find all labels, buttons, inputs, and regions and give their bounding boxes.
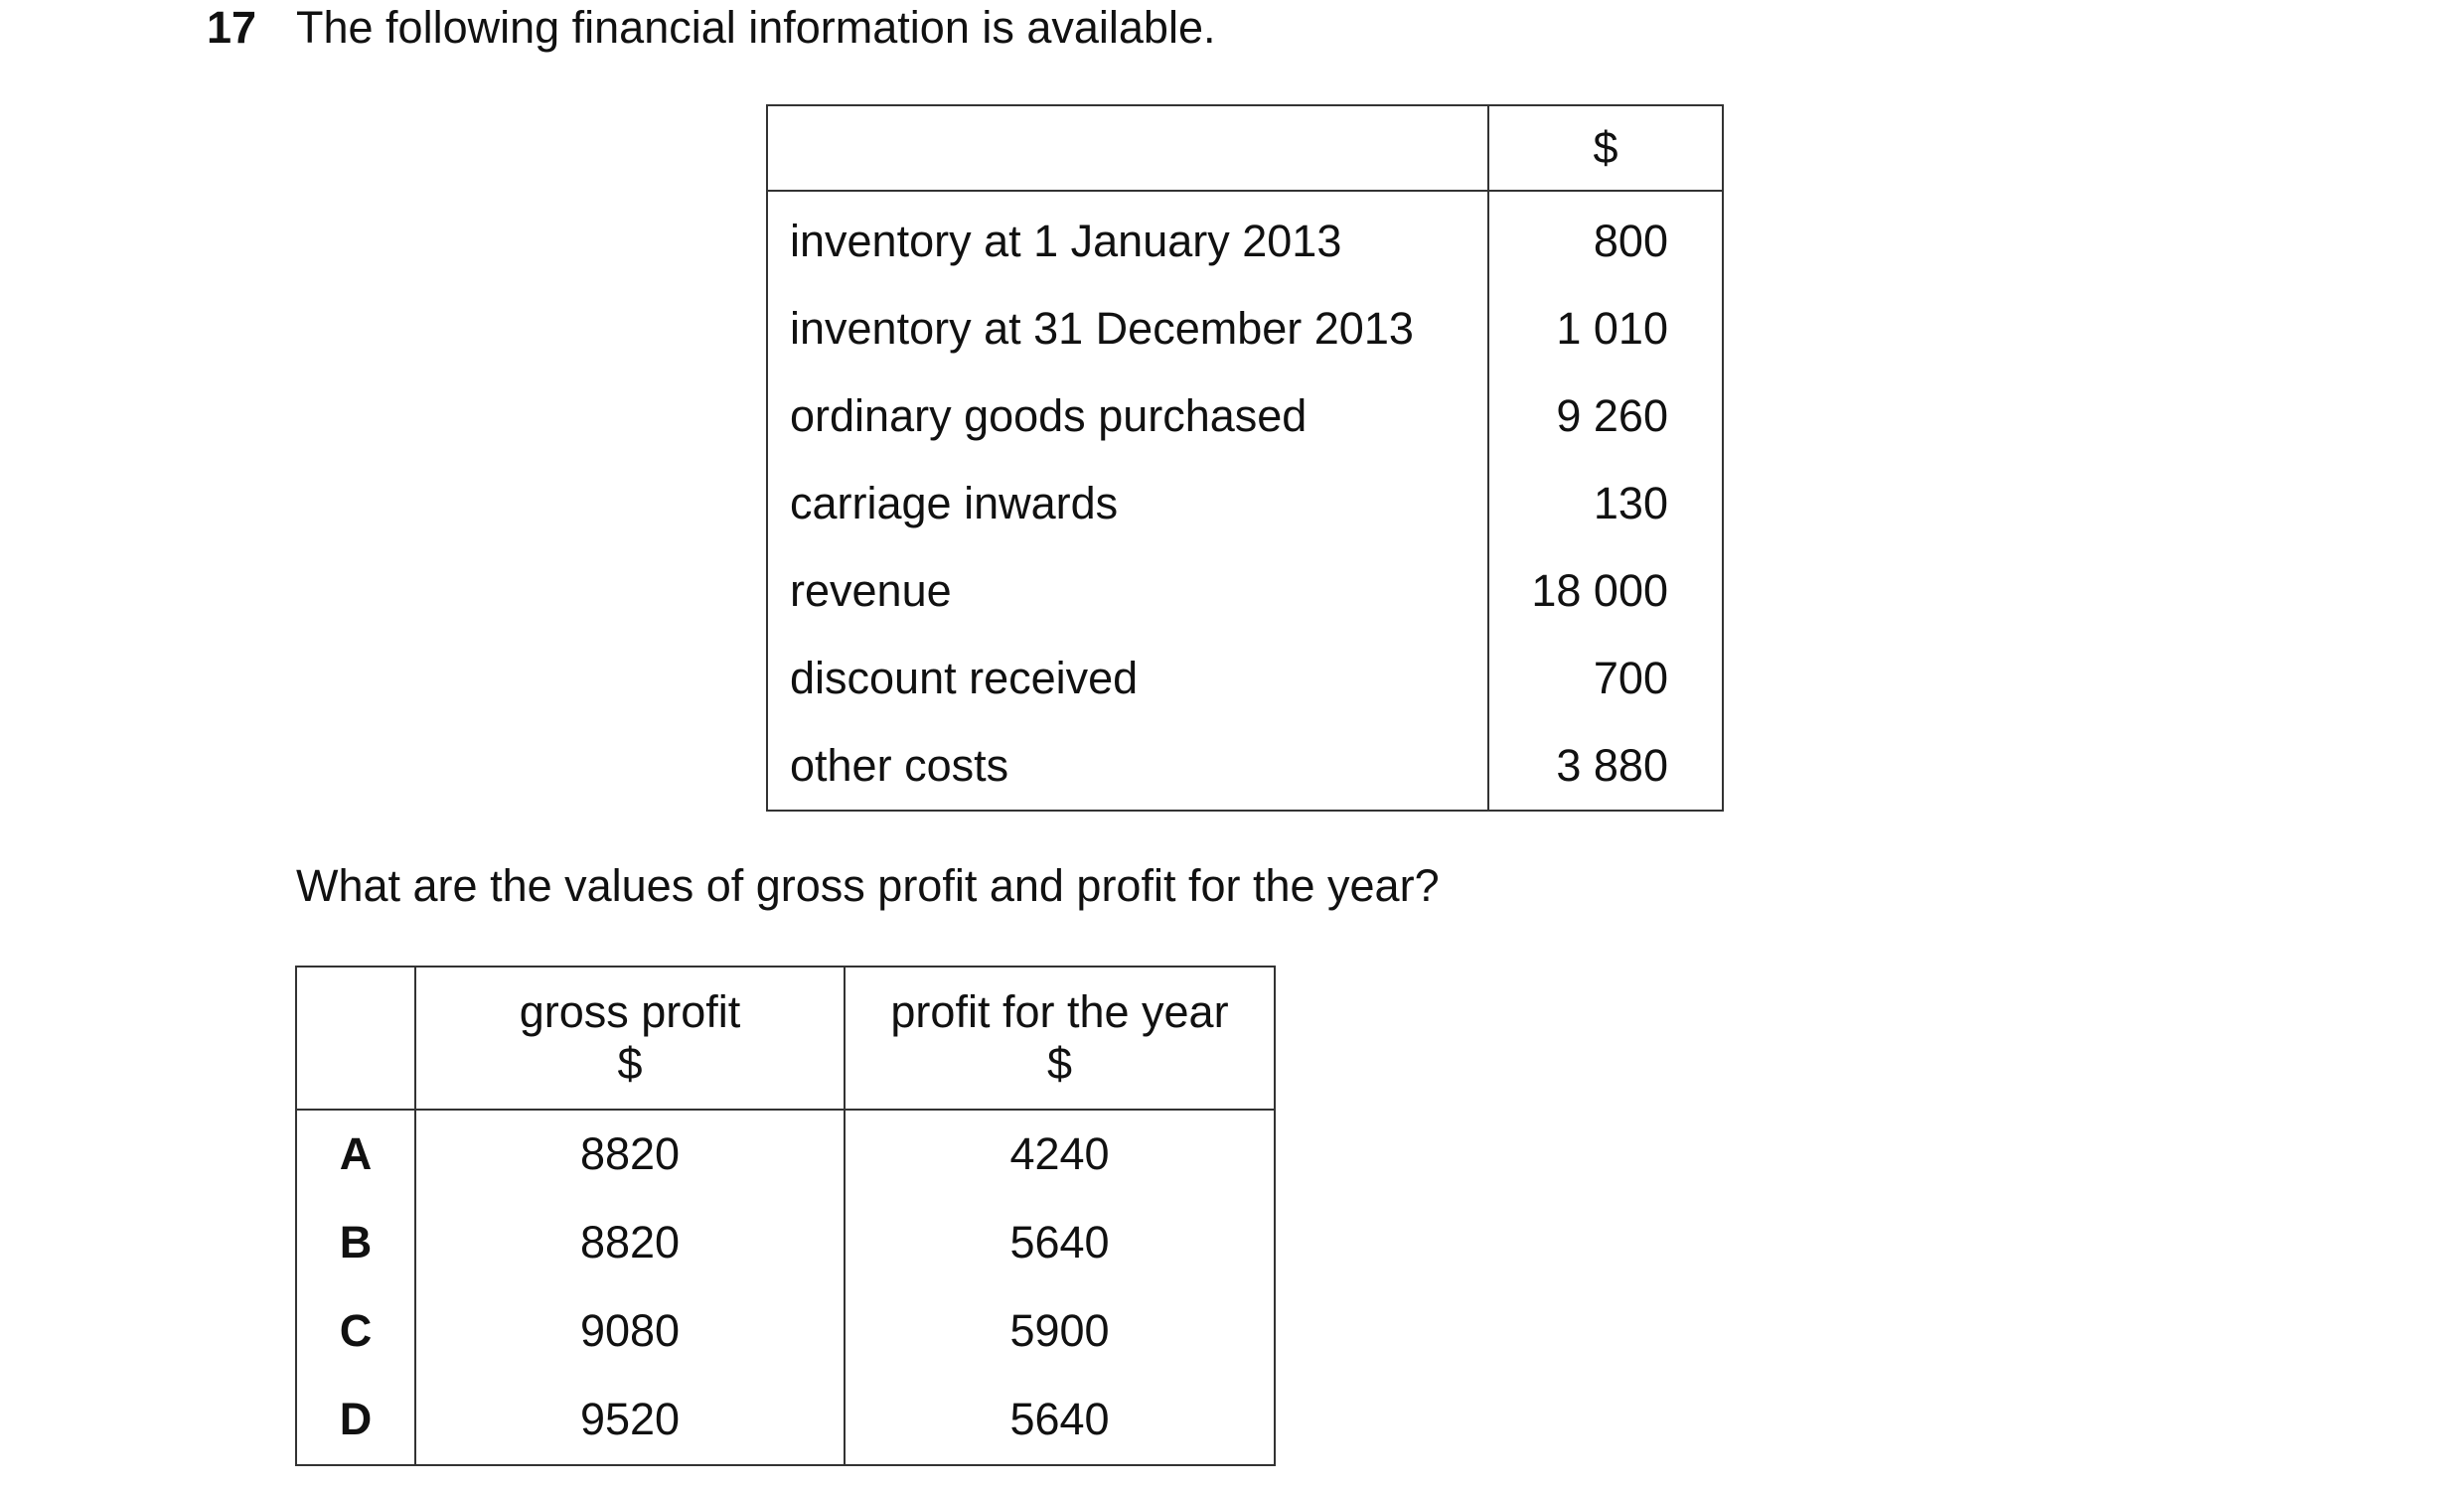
gross-profit-header-currency: $ xyxy=(617,1037,643,1089)
option-gross-profit: 8820 xyxy=(415,1110,845,1199)
profit-year-header-label: profit for the year xyxy=(890,985,1229,1037)
option-profit-year: 5640 xyxy=(845,1199,1275,1287)
info-row-label: inventory at 31 December 2013 xyxy=(767,285,1488,372)
profit-year-header xyxy=(845,967,1275,1110)
option-gross-profit: 9520 xyxy=(415,1376,845,1465)
answer-option-a[interactable] xyxy=(296,1110,1275,1199)
info-row-value: 1 010 xyxy=(1488,285,1723,372)
option-profit-year: 5900 xyxy=(845,1287,1275,1376)
option-letter: D xyxy=(296,1376,415,1465)
answer-table-header xyxy=(296,967,1275,1110)
table-row xyxy=(767,191,1723,285)
table-row xyxy=(767,285,1723,372)
info-row-label: discount received xyxy=(767,635,1488,722)
question-number: 17 xyxy=(207,2,257,53)
table-row xyxy=(767,372,1723,460)
info-table-header xyxy=(767,105,1723,191)
table-row xyxy=(767,722,1723,811)
option-letter: A xyxy=(296,1110,415,1199)
info-row-value: 130 xyxy=(1488,460,1723,547)
option-gross-profit: 9080 xyxy=(415,1287,845,1376)
answer-header-blank xyxy=(296,967,415,1110)
answer-option-d[interactable] xyxy=(296,1376,1275,1465)
info-row-label: ordinary goods purchased xyxy=(767,372,1488,460)
option-letter: C xyxy=(296,1287,415,1376)
question-prompt: What are the values of gross profit and profit for the year? xyxy=(296,860,1440,911)
gross-profit-header xyxy=(415,967,845,1110)
info-row-value: 700 xyxy=(1488,635,1723,722)
info-header-currency: $ xyxy=(1488,105,1723,191)
profit-year-header-currency: $ xyxy=(1046,1037,1073,1089)
info-row-label: revenue xyxy=(767,547,1488,635)
info-row-value: 3 880 xyxy=(1488,722,1723,811)
gross-profit-header-label: gross profit xyxy=(519,985,741,1037)
option-profit-year: 5640 xyxy=(845,1376,1275,1465)
option-letter: B xyxy=(296,1199,415,1287)
info-row-value: 9 260 xyxy=(1488,372,1723,460)
table-row xyxy=(767,547,1723,635)
option-gross-profit: 8820 xyxy=(415,1199,845,1287)
answer-options-table xyxy=(295,966,1276,1466)
question-stem: The following financial information is available. xyxy=(296,2,1216,53)
answer-option-b[interactable] xyxy=(296,1199,1275,1287)
info-row-label: inventory at 1 January 2013 xyxy=(767,191,1488,285)
info-row-value: 800 xyxy=(1488,191,1723,285)
answer-option-c[interactable] xyxy=(296,1287,1275,1376)
table-row xyxy=(767,460,1723,547)
financial-info-table xyxy=(766,104,1724,812)
info-row-value: 18 000 xyxy=(1488,547,1723,635)
option-profit-year: 4240 xyxy=(845,1110,1275,1199)
info-row-label: carriage inwards xyxy=(767,460,1488,547)
info-row-label: other costs xyxy=(767,722,1488,811)
info-header-label xyxy=(767,105,1488,191)
table-row xyxy=(767,635,1723,722)
